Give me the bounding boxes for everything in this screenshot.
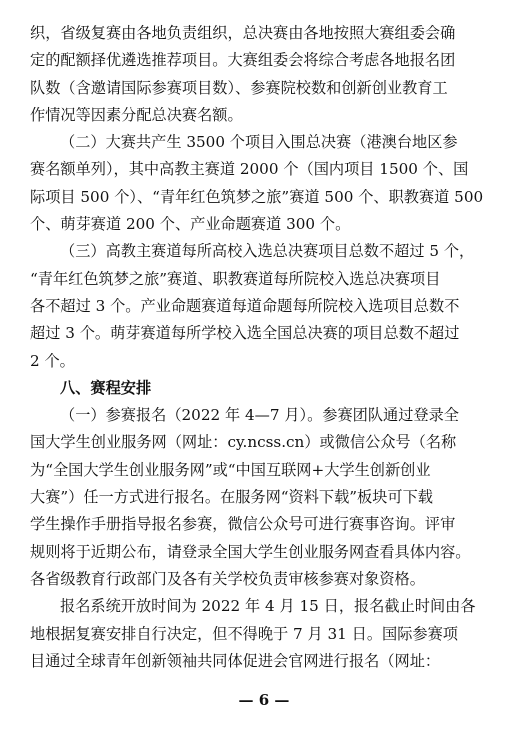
body-text-line: 大赛”）任一方式进行报名。在服务网“资料下载”板块可下载	[30, 488, 433, 507]
body-text-line: “青年红色筑梦之旅”赛道、职教赛道每所院校入选总决赛项目	[30, 269, 441, 288]
body-text-line: （一）参赛报名（2022 年 4—7 月）。参赛团队通过登录全	[60, 406, 459, 425]
body-text-line: 个、萌芽赛道 200 个、产业命题赛道 300 个。	[30, 215, 351, 234]
body-text-line: 织，省级复赛由各地负责组织，总决赛由各地按照大赛组委会确	[30, 24, 456, 42]
body-text-line: 报名系统开放时间为 2022 年 4 月 15 日，报名截止时间由各	[60, 597, 476, 616]
body-text-line: 际项目 500 个）、“青年红色筑梦之旅”赛道 500 个、职教赛道 500	[30, 187, 484, 206]
body-text-line: 各不超过 3 个。产业命题赛道每道命题每所院校入选项目总数不	[30, 296, 460, 315]
body-text-line: 各省级教育行政部门及各有关学校负责审核参赛对象资格。	[30, 569, 425, 588]
body-text-line: 国大学生创业服务网（网址：cy.ncss.cn）或微信公众号（名称	[30, 433, 457, 452]
body-text-line: 赛名额单列），其中高教主赛道 2000 个（国内项目 1500 个、国	[30, 160, 469, 179]
body-text-line: 作情况等因素分配总决赛名额。	[30, 105, 243, 124]
body-text-line: 超过 3 个。萌芽赛道每所学校入选全国总决赛的项目总数不超过	[30, 324, 460, 343]
body-text-line: 队数（含邀请国际参赛项目数）、参赛院校数和创新创业教育工	[30, 78, 448, 97]
section-heading: 八、赛程安排	[60, 378, 152, 397]
body-text-line: 2 个。	[30, 351, 75, 370]
body-text-line: 地根据复赛安排自行决定，但不得晚于 7 月 31 日。国际参赛项	[30, 624, 458, 643]
body-text-line: 学生操作手册指导报名参赛，微信公众号可进行赛事咨询。评审	[30, 515, 456, 534]
body-text-line: （二）大赛共产生 3500 个项目入围总决赛（港澳台地区参	[60, 133, 458, 152]
body-text-line: 规则将于近期公布，请登录全国大学生创业服务网查看具体内容。	[30, 542, 471, 561]
body-text-line: 目通过全球青年创新领袖共同体促进会官网进行报名（网址：	[30, 651, 441, 670]
body-text-line: 定的配额择优遴选推荐项目。大赛组委会将综合考虑各地报名团	[30, 51, 456, 70]
page-number: — 6 —	[238, 691, 290, 709]
document-page	[30, 20, 500, 675]
body-text-line: 为“全国大学生创业服务网”或“中国互联网+大学生创新创业	[30, 460, 431, 479]
body-text-line: （三）高教主赛道每所高校入选总决赛项目总数不超过 5 个，	[60, 242, 475, 261]
